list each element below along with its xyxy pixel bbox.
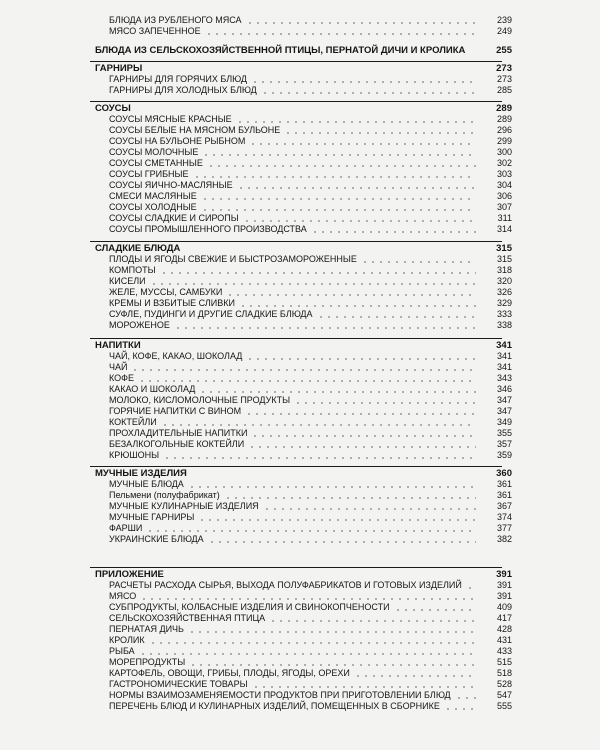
toc-section-page: 391 xyxy=(496,569,512,580)
toc-entry-title: ПРОХЛАДИТЕЛЬНЫЕ НАПИТКИ xyxy=(109,428,248,438)
toc-section xyxy=(0,243,600,254)
toc-entry xyxy=(0,490,600,501)
toc-entry xyxy=(0,373,600,384)
toc-entry xyxy=(0,254,600,265)
toc-entry xyxy=(0,646,600,657)
toc-entry-title: СОУСЫ БЕЛЫЕ НА МЯСНОМ БУЛЬОНЕ xyxy=(109,125,281,135)
toc-entry-title: СМЕСИ МАСЛЯНЫЕ xyxy=(109,191,197,201)
toc-entry xyxy=(0,501,600,512)
leader-dots xyxy=(139,653,476,655)
toc-entry-title: СУБПРОДУКТЫ, КОЛБАСНЫЕ ИЗДЕЛИЯ И СВИНОКОПЧЕНОСТИ xyxy=(109,602,390,612)
toc-entry-page: 409 xyxy=(496,602,512,612)
toc-entry-title: СОУСЫ ХОЛОДНЫЕ xyxy=(109,202,197,212)
toc-entry-page: 326 xyxy=(496,287,512,297)
leader-dots xyxy=(311,231,476,233)
toc-entry-title: МЯСО xyxy=(109,591,137,601)
leader-dots xyxy=(199,391,476,393)
toc-entry-title: МОРЕПРОДУКТЫ xyxy=(109,657,186,667)
toc-entry-page: 555 xyxy=(496,701,512,711)
toc-entry-page: 361 xyxy=(496,479,512,489)
toc-entry xyxy=(0,276,600,287)
toc-entry-title: СОУСЫ ПРОМЫШЛЕННОГО ПРОИЗВОДСТВА xyxy=(109,224,307,234)
toc-section xyxy=(0,340,600,351)
section-rule xyxy=(90,241,502,242)
leader-dots xyxy=(163,457,476,459)
toc-entry xyxy=(0,479,600,490)
toc-entry-page: 367 xyxy=(496,501,512,511)
toc-entry xyxy=(0,26,600,37)
leader-dots xyxy=(226,294,476,296)
toc-entry-page: 433 xyxy=(496,646,512,656)
leader-dots xyxy=(246,358,476,360)
toc-entry-page: 518 xyxy=(496,668,512,678)
toc-entry xyxy=(0,417,600,428)
toc-entry xyxy=(0,679,600,690)
toc-entry xyxy=(0,701,600,712)
toc-entry-page: 382 xyxy=(496,534,512,544)
toc-entry-title: РЫБА xyxy=(109,646,135,656)
leader-dots xyxy=(263,508,476,510)
leader-dots xyxy=(146,530,476,532)
leader-dots xyxy=(237,187,476,189)
toc-section-title: МУЧНЫЕ ИЗДЕЛИЯ xyxy=(95,468,187,479)
toc-entry-title: ЧАЙ, КОФЕ, КАКАО, ШОКОЛАД xyxy=(109,351,243,361)
toc-entry xyxy=(0,428,600,439)
toc-entry-title: СОУСЫ МЯСНЫЕ КРАСНЫЕ xyxy=(109,114,232,124)
toc-entry-page: 374 xyxy=(496,512,512,522)
toc-entry-title: ПЛОДЫ И ЯГОДЫ СВЕЖИЕ И БЫСТРОЗАМОРОЖЕННЫЕ xyxy=(109,254,357,264)
toc-entry xyxy=(0,602,600,613)
toc-entry xyxy=(0,74,600,85)
toc-entry-page: 307 xyxy=(496,202,512,212)
toc-section xyxy=(0,468,600,479)
toc-entry xyxy=(0,191,600,202)
toc-entry-page: 300 xyxy=(496,147,512,157)
toc-entry-title: ГАРНИРЫ ДЛЯ ХОЛОДНЫХ БЛЮД xyxy=(109,85,257,95)
toc-section xyxy=(0,63,600,74)
toc-entry-page: 341 xyxy=(496,362,512,372)
leader-dots xyxy=(243,220,476,222)
toc-entry xyxy=(0,224,600,235)
section-rule xyxy=(90,101,502,102)
toc-entry xyxy=(0,147,600,158)
toc-entry xyxy=(0,384,600,395)
leader-dots xyxy=(317,316,476,318)
toc-entry-page: 347 xyxy=(496,395,512,405)
toc-entry-page: 315 xyxy=(496,254,512,264)
toc-entry xyxy=(0,635,600,646)
toc-section-title: ГАРНИРЫ xyxy=(95,63,143,74)
toc-entry xyxy=(0,287,600,298)
toc-entry-title: ГАРНИРЫ ДЛЯ ГОРЯЧИХ БЛЮД xyxy=(109,74,247,84)
leader-dots xyxy=(140,598,476,600)
toc-entry-title: ГОРЯЧИЕ НАПИТКИ С ВИНОМ xyxy=(109,406,242,416)
toc-entry xyxy=(0,613,600,624)
toc-entry xyxy=(0,180,600,191)
toc-entry-title: МЯСО ЗАПЕЧЕННОЕ xyxy=(109,26,201,36)
toc-entry-title: ЧАЙ xyxy=(109,362,128,372)
leader-dots xyxy=(161,424,476,426)
toc-entry xyxy=(0,125,600,136)
toc-entry xyxy=(0,320,600,331)
toc-entry xyxy=(0,523,600,534)
toc-entry-page: 391 xyxy=(496,580,512,590)
toc-section-title: СЛАДКИЕ БЛЮДА xyxy=(95,243,181,254)
leader-dots xyxy=(248,446,476,448)
leader-dots xyxy=(251,435,476,437)
leader-dots xyxy=(193,176,476,178)
toc-entry-title: КОФЕ xyxy=(109,373,134,383)
toc-entry-title: РАСЧЕТЫ РАСХОДА СЫРЬЯ, ВЫХОДА ПОЛУФАБРИКАТОВ И ГОТОВЫХ ИЗДЕЛИЙ xyxy=(109,580,462,590)
toc-section-page: 273 xyxy=(496,63,512,74)
toc-entry xyxy=(0,406,600,417)
toc-entry-page: 377 xyxy=(496,523,512,533)
leader-dots xyxy=(466,587,476,589)
toc-section xyxy=(0,103,600,114)
toc-entry-title: Пельмени (полуфабрикат) xyxy=(109,490,220,500)
leader-dots xyxy=(354,675,476,677)
toc-entry xyxy=(0,213,600,224)
section-rule xyxy=(90,567,502,568)
toc-entry-title: ГАСТРОНОМИЧЕСКИЕ ТОВАРЫ xyxy=(109,679,248,689)
toc-entry-page: 299 xyxy=(496,136,512,146)
toc-entry-title: МОРОЖЕНОЕ xyxy=(109,320,170,330)
leader-dots xyxy=(138,380,476,382)
toc-entry-page: 249 xyxy=(496,26,512,36)
toc-entry-title: ЖЕЛЕ, МУССЫ, САМБУКИ xyxy=(109,287,223,297)
toc-entry-page: 428 xyxy=(496,624,512,634)
toc-section-title: БЛЮДА ИЗ СЕЛЬСКОХОЗЯЙСТВЕННОЙ ПТИЦЫ, ПЕРНАТОЙ ДИЧИ И КРОЛИКА xyxy=(95,45,466,56)
toc-entry-title: КАРТОФЕЛЬ, ОВОЩИ, ГРИБЫ, ПЛОДЫ, ЯГОДЫ, ОРЕХИ xyxy=(109,668,350,678)
leader-dots xyxy=(455,697,476,699)
toc-entry xyxy=(0,158,600,169)
toc-entry-title: БЛЮДА ИЗ РУБЛЕНОГО МЯСА xyxy=(109,15,242,25)
section-rule xyxy=(90,61,502,62)
toc-entry-title: МУЧНЫЕ ГАРНИРЫ xyxy=(109,512,195,522)
toc-section-title: ПРИЛОЖЕНИЕ xyxy=(95,569,164,580)
toc-entry xyxy=(0,624,600,635)
toc-entry-page: 338 xyxy=(496,320,512,330)
toc-entry xyxy=(0,309,600,320)
toc-entry-title: СЕЛЬСКОХОЗЯЙСТВЕННАЯ ПТИЦА xyxy=(109,613,266,623)
toc-entry-page: 333 xyxy=(496,309,512,319)
toc-entry xyxy=(0,657,600,668)
toc-entry-page: 431 xyxy=(496,635,512,645)
leader-dots xyxy=(249,143,476,145)
toc-entry-page: 547 xyxy=(496,690,512,700)
toc-section-page: 315 xyxy=(496,243,512,254)
toc-entry xyxy=(0,512,600,523)
toc-entry-title: СУФЛЕ, ПУДИНГИ И ДРУГИЕ СЛАДКИЕ БЛЮДА xyxy=(109,309,313,319)
leader-dots xyxy=(160,272,476,274)
toc-entry-title: КОКТЕЙЛИ xyxy=(109,417,157,427)
leader-dots xyxy=(201,198,476,200)
toc-entry xyxy=(0,668,600,679)
leader-dots xyxy=(245,413,476,415)
toc-entry-page: 318 xyxy=(496,265,512,275)
leader-dots xyxy=(284,132,476,134)
toc-entry xyxy=(0,298,600,309)
toc-entry-title: КОМПОТЫ xyxy=(109,265,156,275)
toc-entry-page: 361 xyxy=(496,490,512,500)
toc-entry-title: МУЧНЫЕ КУЛИНАРНЫЕ ИЗДЕЛИЯ xyxy=(109,501,259,511)
leader-dots xyxy=(188,631,476,633)
leader-dots xyxy=(361,261,476,263)
toc-section-title: НАПИТКИ xyxy=(95,340,141,351)
toc-entry-page: 314 xyxy=(496,224,512,234)
leader-dots xyxy=(174,327,476,329)
toc-entry-title: МУЧНЫЕ БЛЮДА xyxy=(109,479,184,489)
toc-entry-title: СОУСЫ НА БУЛЬОНЕ РЫБНОМ xyxy=(109,136,246,146)
toc-entry-page: 515 xyxy=(496,657,512,667)
toc-entry xyxy=(0,265,600,276)
toc-entry-title: КИСЕЛИ xyxy=(109,276,146,286)
toc-entry xyxy=(0,362,600,373)
toc-section-title: СОУСЫ xyxy=(95,103,131,114)
toc-entry xyxy=(0,591,600,602)
toc-entry-page: 417 xyxy=(496,613,512,623)
leader-dots xyxy=(269,620,476,622)
toc-entry-page: 391 xyxy=(496,591,512,601)
leader-dots xyxy=(252,686,476,688)
leader-dots xyxy=(189,664,476,666)
leader-dots xyxy=(294,402,476,404)
toc-entry-page: 302 xyxy=(496,158,512,168)
toc-entry-page: 320 xyxy=(496,276,512,286)
leader-dots xyxy=(394,609,476,611)
toc-entry xyxy=(0,114,600,125)
toc-entry xyxy=(0,580,600,591)
leader-dots xyxy=(198,519,476,521)
toc-entry-title: ФАРШИ xyxy=(109,523,143,533)
toc-entry-title: УКРАИНСКИЕ БЛЮДА xyxy=(109,534,204,544)
leader-dots xyxy=(205,33,476,35)
toc-entry xyxy=(0,169,600,180)
leader-dots xyxy=(236,121,476,123)
toc-entry-title: СОУСЫ ЯИЧНО-МАСЛЯНЫЕ xyxy=(109,180,233,190)
toc-entry-page: 346 xyxy=(496,384,512,394)
leader-dots xyxy=(239,305,476,307)
toc-entry xyxy=(0,395,600,406)
toc-entry-title: ПЕРНАТАЯ ДИЧЬ xyxy=(109,624,184,634)
toc-entry xyxy=(0,136,600,147)
toc-entry-title: КРОЛИК xyxy=(109,635,145,645)
toc-entry xyxy=(0,202,600,213)
toc-entry xyxy=(0,534,600,545)
toc-entry-page: 343 xyxy=(496,373,512,383)
toc-entry-page: 273 xyxy=(496,74,512,84)
toc-entry-title: НОРМЫ ВЗАИМОЗАМЕНЯЕМОСТИ ПРОДУКТОВ ПРИ ПРИГОТОВЛЕНИИ БЛЮД xyxy=(109,690,451,700)
toc-section xyxy=(0,719,600,730)
leader-dots xyxy=(224,497,476,499)
toc-entry-page: 296 xyxy=(496,125,512,135)
toc-entry-title: ПЕРЕЧЕНЬ БЛЮД И КУЛИНАРНЫХ ИЗДЕЛИЙ, ПОМЕЩЕННЫХ В СБОРНИКЕ xyxy=(109,701,440,711)
toc-entry-page: 349 xyxy=(496,417,512,427)
leader-dots xyxy=(251,81,476,83)
toc-entry-page: 357 xyxy=(496,439,512,449)
toc-entry xyxy=(0,351,600,362)
toc-section xyxy=(0,45,600,56)
toc-entry-page: 329 xyxy=(496,298,512,308)
leader-dots xyxy=(208,541,476,543)
toc-entry-title: БЕЗАЛКОГОЛЬНЫЕ КОКТЕЙЛИ xyxy=(109,439,245,449)
leader-dots xyxy=(188,486,476,488)
leader-dots xyxy=(444,708,476,710)
toc-entry xyxy=(0,85,600,96)
section-rule xyxy=(90,338,502,339)
toc-section-page: 289 xyxy=(496,103,512,114)
toc-entry-page: 347 xyxy=(496,406,512,416)
leader-dots xyxy=(246,22,476,24)
toc-entry xyxy=(0,15,600,26)
leader-dots xyxy=(202,154,476,156)
toc-entry-title: СОУСЫ СЛАДКИЕ И СИРОПЫ xyxy=(109,213,239,223)
toc-section xyxy=(0,569,600,580)
toc-entry-page: 239 xyxy=(496,15,512,25)
toc-entry-page: 285 xyxy=(496,85,512,95)
toc-section-page: 255 xyxy=(496,45,512,56)
toc-entry-page: 289 xyxy=(496,114,512,124)
toc-entry-page: 359 xyxy=(496,450,512,460)
toc-section-page: 341 xyxy=(496,340,512,351)
toc-entry-page: 303 xyxy=(496,169,512,179)
toc-entry xyxy=(0,690,600,701)
leader-dots xyxy=(261,92,476,94)
toc-entry-title: КРЕМЫ И ВЗБИТЫЕ СЛИВКИ xyxy=(109,298,235,308)
toc-entry xyxy=(0,439,600,450)
toc-entry-title: МОЛОКО, КИСЛОМОЛОЧНЫЕ ПРОДУКТЫ xyxy=(109,395,291,405)
leader-dots xyxy=(149,642,476,644)
leader-dots xyxy=(207,165,476,167)
toc-entry-page: 341 xyxy=(496,351,512,361)
section-rule xyxy=(90,466,502,467)
leader-dots xyxy=(201,209,476,211)
toc-entry-title: КРЮШОНЫ xyxy=(109,450,160,460)
toc-entry-title: СОУСЫ МОЛОЧНЫЕ xyxy=(109,147,199,157)
toc-entry xyxy=(0,450,600,461)
toc-entry-page: 304 xyxy=(496,180,512,190)
leader-dots xyxy=(150,283,476,285)
leader-dots xyxy=(131,369,476,371)
toc-entry-title: СОУСЫ СМЕТАННЫЕ xyxy=(109,158,203,168)
toc-entry-title: СОУСЫ ГРИБНЫЕ xyxy=(109,169,189,179)
toc-entry-page: 311 xyxy=(497,213,512,223)
toc-entry-title: КАКАО И ШОКОЛАД xyxy=(109,384,196,394)
toc-entry-page: 355 xyxy=(496,428,512,438)
toc-section-page: 360 xyxy=(496,468,512,479)
toc-entry-page: 528 xyxy=(496,679,512,689)
toc-entry-page: 306 xyxy=(496,191,512,201)
